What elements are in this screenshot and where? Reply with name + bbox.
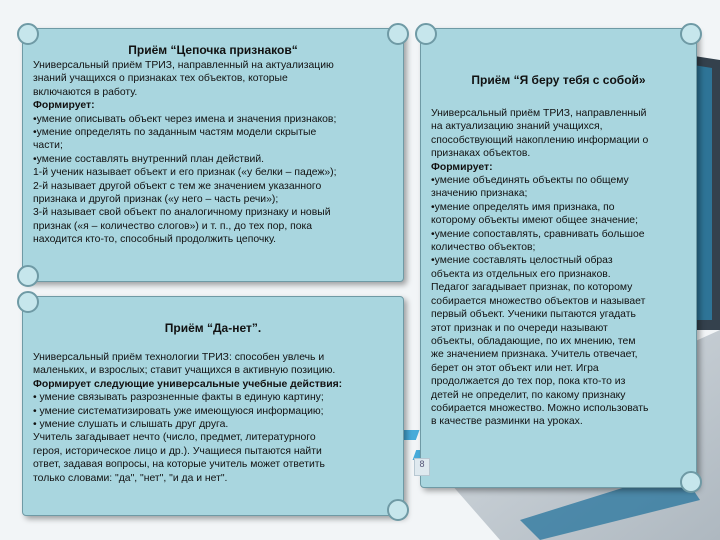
text-line: • умение систематизировать уже имеющуюся информацию; <box>33 405 324 417</box>
text-line: ответ, задавая вопросы, на которые учитель может ответить <box>33 459 325 471</box>
text-line: же значением признака. Учитель отвечает, <box>431 349 638 361</box>
text-line: этот признак и по очереди называют <box>431 322 608 334</box>
scroll-curl <box>680 23 702 45</box>
text-line: продолжается до тех пор, пока кто-то из <box>431 376 626 388</box>
text-line: в качестве разминки на уроках. <box>431 416 583 428</box>
text-line: включаются в работу. <box>33 86 138 98</box>
text-line: •умение сопоставлять, сравнивать большое <box>431 228 645 240</box>
text-line: 3-й называет свой объект по аналогичному признаку и новый <box>33 207 331 219</box>
text-line: •умение составлять целостный образ <box>431 255 613 267</box>
scroll-curl <box>680 471 702 493</box>
text-line: •умение описывать объект через имена и значения признаков; <box>33 113 337 125</box>
text-line: способствующий накоплению информации о <box>431 134 649 146</box>
text-line: признака и другой признак («у него – часть речи»); <box>33 194 279 206</box>
scroll-take-you-with-me <box>420 28 697 488</box>
text-line: героя, историческое лицо и др.). Учащиеся пытаются найти <box>33 445 322 457</box>
text-line: признак («я – количество слогов») и т. п., до тех пор, пока <box>33 220 313 232</box>
yes-no-title: Приём “Да-нет”. <box>164 321 262 335</box>
scroll-yes-no <box>22 296 404 516</box>
text-line: знаний учащихся о признаках тех объектов, которые <box>33 73 288 85</box>
text-line: Формирует: <box>431 161 493 173</box>
text-line: 1-й ученик называет объект и его признак («у белки – падеж»); <box>33 167 337 179</box>
scroll-curl <box>387 23 409 45</box>
text-line: только словами: "да", "нет", "и да и нет". <box>33 472 228 484</box>
text-line: признаках объектов. <box>431 148 531 160</box>
scroll-curl <box>17 291 39 313</box>
text-line: части; <box>33 140 63 152</box>
text-line: количество объектов; <box>431 242 536 254</box>
text-line: берет он этот объект или нет. Игра <box>431 362 599 374</box>
scroll-curl <box>17 265 39 287</box>
text-line: •умение составлять внутренний план действий. <box>33 153 265 165</box>
text-line: первый объект. Ученики пытаются угадать <box>431 309 636 321</box>
scroll-curl <box>387 499 409 521</box>
text-line: • умение слушать и слышать друг друга. <box>33 419 229 431</box>
text-line: Педагог загадывает признак, по которому <box>431 282 633 294</box>
text-line: 2-й называет другой объект с тем же значением указанного <box>33 180 322 192</box>
text-line: • умение связывать разрозненные факты в единую картину; <box>33 392 324 404</box>
text-line: •умение определять по заданным частям модели скрытые <box>33 127 317 139</box>
text-line: Универсальный приём ТРИЗ, направленный на актуализацию <box>33 60 334 71</box>
text-line: Универсальный приём технологии ТРИЗ: способен увлечь и <box>33 352 325 363</box>
text-line: значению признака; <box>431 188 528 200</box>
text-line: Формирует следующие универсальные учебные действия: <box>33 378 343 390</box>
take-you-title: Приём “Я беру тебя с собой» <box>471 73 646 87</box>
text-line: объекты, обладающие, по их мнению, тем <box>431 335 636 347</box>
slide-number: 8 <box>414 458 430 476</box>
text-line: находится кто-то, способный продолжить цепочку. <box>33 234 276 246</box>
scroll-curl <box>415 23 437 45</box>
text-line: детей не определит, по какому признаку <box>431 389 626 401</box>
scroll-curl <box>17 23 39 45</box>
text-line: собирается множество. Можно использовать <box>431 402 649 414</box>
chain-text <box>33 59 337 247</box>
text-line: •умение объединять объекты по общему <box>431 175 629 187</box>
text-line: Универсальный приём ТРИЗ, направленный <box>431 108 647 119</box>
text-line: маленьких, и взрослых; ставит учащихся в активную позицию. <box>33 365 336 377</box>
text-line: собирается множество объектов и называет <box>431 295 646 307</box>
text-line: объекта из отдельных его признаков. <box>431 268 611 280</box>
chain-title: Приём “Цепочка признаков“ <box>128 43 298 57</box>
take-you-text <box>431 107 648 429</box>
text-line: Формирует: <box>33 100 95 112</box>
yes-no-text <box>33 351 342 485</box>
text-line: •умение определять имя признака, по <box>431 201 615 213</box>
text-line: на актуализацию знаний учащихся, <box>431 121 603 133</box>
text-line: которому объекты имеют общее значение; <box>431 215 638 227</box>
text-line: Учитель загадывает нечто (число, предмет, литературного <box>33 432 316 444</box>
scroll-chain-of-attributes <box>22 28 404 282</box>
